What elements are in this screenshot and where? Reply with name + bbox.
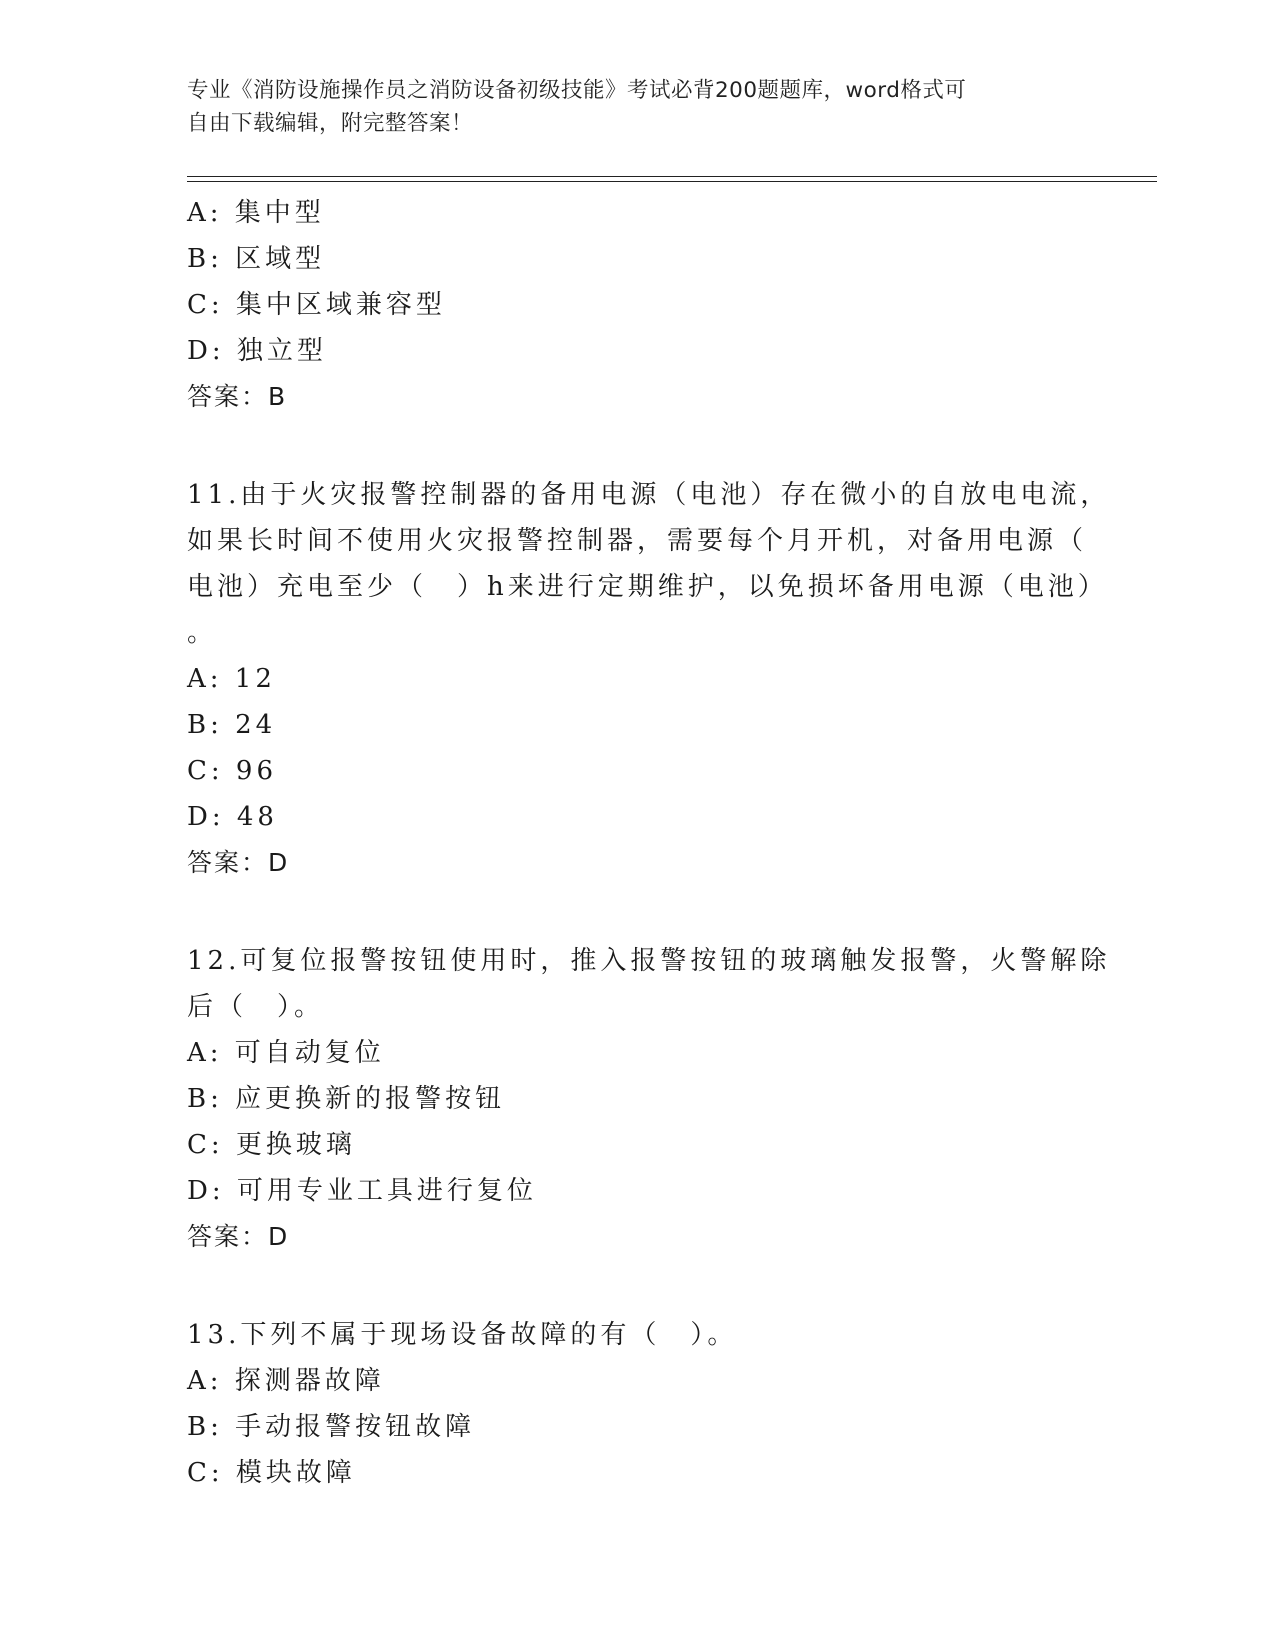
- option-b: B: 手动报警按钮故障: [187, 1412, 476, 1442]
- option-d: D: 可用专业工具进行复位: [187, 1176, 537, 1206]
- answer-line: 答案：D: [187, 848, 290, 877]
- question-block-13: [187, 1312, 1087, 1496]
- question-text-line: 13.下列不属于现场设备故障的有（ ）。: [187, 1320, 738, 1350]
- option-a: A: 集中型: [187, 198, 325, 228]
- question-text-line: 12.可复位报警按钮使用时，推入报警按钮的玻璃触发报警，火警解除: [187, 946, 1111, 976]
- question-text-line: 。: [187, 618, 218, 648]
- header-line-2: 自由下载编辑，附完整答案！: [187, 111, 474, 136]
- option-c: C: 96: [187, 756, 278, 786]
- question-list: [187, 190, 1111, 1496]
- question-text-line: 11.由于火灾报警控制器的备用电源（电池）存在微小的自放电电流，: [187, 480, 1111, 510]
- option-b: B: 应更换新的报警按钮: [187, 1084, 506, 1114]
- option-a: A: 可自动复位: [187, 1038, 385, 1068]
- header-divider-top: [187, 176, 1157, 177]
- option-b: B: 24: [187, 710, 277, 740]
- question-block-12: [187, 938, 1111, 1260]
- answer-line: 答案：D: [187, 1222, 290, 1251]
- header-line-1: 专业《消防设施操作员之消防设备初级技能》考试必背200题题库，word格式可: [187, 78, 967, 103]
- question-text-line: 电池）充电至少（ ）h来进行定期维护，以免损坏备用电源（电池）: [187, 572, 1108, 602]
- spacer: [187, 420, 1087, 472]
- option-c: C: 模块故障: [187, 1458, 356, 1488]
- question-block-11: [187, 472, 1111, 886]
- option-c: C: 更换玻璃: [187, 1130, 356, 1160]
- option-c: C: 集中区域兼容型: [187, 290, 446, 320]
- option-b: B: 区域型: [187, 244, 326, 274]
- question-text-line: 后（ ）。: [187, 992, 325, 1022]
- option-a: A: 探测器故障: [187, 1366, 385, 1396]
- spacer: [187, 1260, 1087, 1312]
- document-header: [187, 74, 1087, 140]
- option-d: D: 独立型: [187, 336, 327, 366]
- question-block-10: [187, 190, 1087, 420]
- header-divider-bottom: [187, 181, 1157, 182]
- answer-line: 答案：B: [187, 382, 288, 411]
- spacer: [187, 886, 1087, 938]
- option-d: D: 48: [187, 802, 278, 832]
- question-text-line: 如果长时间不使用火灾报警控制器，需要每个月开机，对备用电源（: [187, 526, 1088, 556]
- option-a: A: 12: [187, 664, 276, 694]
